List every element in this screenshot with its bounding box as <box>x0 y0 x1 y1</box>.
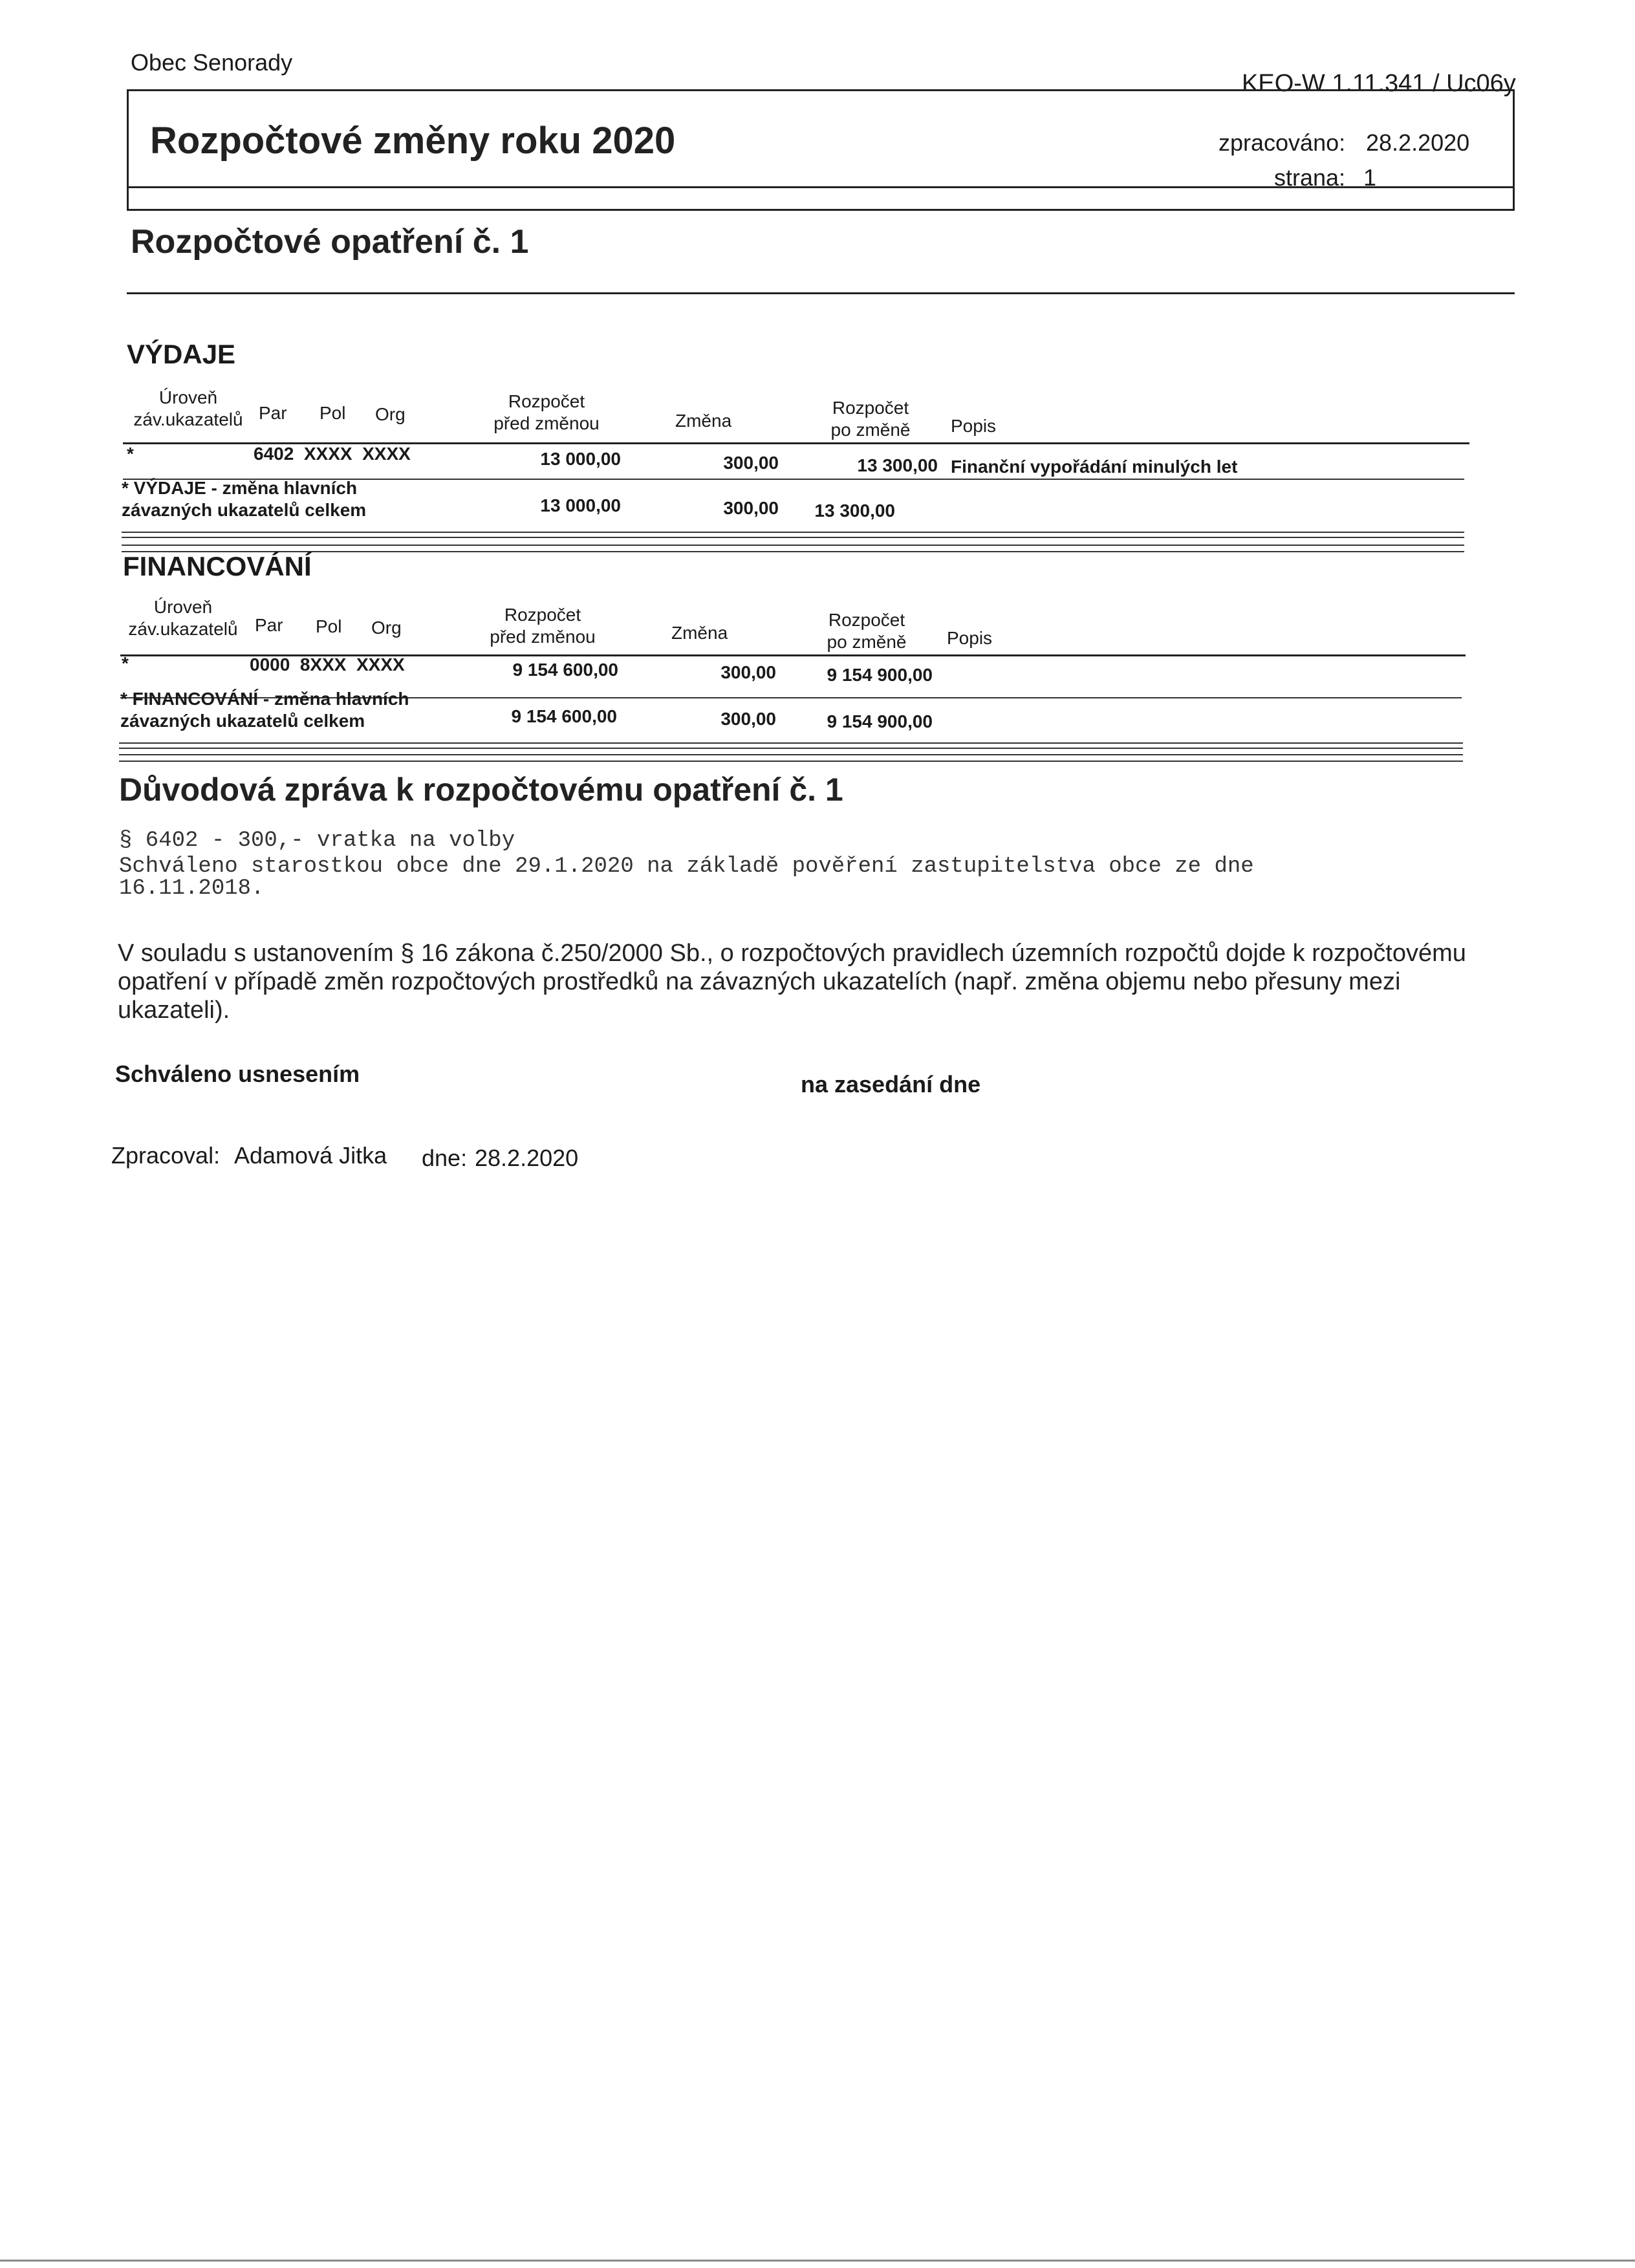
software-version: KEO-W 1.11.341 / Uc06y <box>1242 70 1516 97</box>
col-header-level-line2: záv.ukazatelů <box>133 409 243 429</box>
fin-total-before: 9 154 600,00 <box>511 706 617 726</box>
col-header-change: Změna <box>675 411 732 431</box>
prepared-label: Zpracoval: <box>111 1142 221 1169</box>
vydaje-row-after: 13 300,00 <box>857 455 938 475</box>
fin-col-header-change: Změna <box>671 623 728 643</box>
vydaje-row-desc: Finanční vypořádání minulých let <box>951 457 1238 477</box>
fin-col-header-after-line1: Rozpočet <box>828 610 905 630</box>
vydaje-total-rule-4 <box>122 551 1464 552</box>
page-label: strana: <box>1274 164 1346 191</box>
scan-bottom-edge <box>0 2260 1635 2262</box>
prepared-date: 28.2.2020 <box>475 1145 579 1171</box>
fin-total-label-line1: * FINANCOVÁNÍ - změna hlavních <box>120 689 409 709</box>
fin-row-after: 9 154 900,00 <box>827 665 933 685</box>
col-header-org: Org <box>375 404 406 424</box>
fin-total-after: 9 154 900,00 <box>827 711 933 731</box>
fin-col-header-pol: Pol <box>316 616 342 636</box>
col-header-after-line1: Rozpočet <box>832 398 909 418</box>
fin-col-header-level <box>122 596 244 640</box>
fin-col-header-par: Par <box>255 615 283 635</box>
vydaje-total-label-line2: závazných ukazatelů celkem <box>122 500 367 520</box>
fin-total-label <box>120 688 409 732</box>
fin-row-level: * <box>122 653 129 673</box>
vydaje-row-change: 300,00 <box>723 453 779 473</box>
report-line-3: 16.11.2018. <box>119 876 265 901</box>
report-line-1: § 6402 - 300,- vratka na volby <box>119 828 515 853</box>
processed-label: zpracováno: <box>1218 129 1346 156</box>
prepared-by: Adamová Jitka <box>234 1142 387 1169</box>
vydaje-total-rule-1 <box>122 532 1464 533</box>
title-underline <box>127 292 1515 294</box>
col-header-before-line1: Rozpočet <box>508 391 585 411</box>
section-heading-financovani: FINANCOVÁNÍ <box>123 551 312 581</box>
approved-label: Schváleno usnesením <box>115 1061 360 1087</box>
fin-col-header-after-line2: po změně <box>827 632 907 652</box>
fin-total-rule-4 <box>119 761 1463 762</box>
col-header-before <box>472 391 621 435</box>
vydaje-total-change: 300,00 <box>723 498 779 518</box>
col-header-par: Par <box>259 403 287 423</box>
legal-text-line-2: opatření v případě změn rozpočtových prostředků na závazných ukazatelích (např. změna objemu nebo přesuny mezi <box>118 968 1401 995</box>
col-header-level <box>127 387 250 431</box>
fin-col-header-level-line2: záv.ukazatelů <box>128 619 238 639</box>
fin-col-header-level-line1: Úroveň <box>153 597 213 617</box>
document-title: Rozpočtové změny roku 2020 <box>150 120 676 162</box>
fin-total-rule-1 <box>119 742 1463 744</box>
legal-text-line-3: ukazateli). <box>118 997 230 1024</box>
vydaje-row-codes: 6402 XXXX XXXX <box>254 444 411 464</box>
vydaje-total-rule-2 <box>122 537 1464 538</box>
col-header-after <box>806 397 935 441</box>
fin-total-label-line2: závazných ukazatelů celkem <box>120 711 365 731</box>
meeting-label: na zasedání dne <box>801 1071 981 1097</box>
fin-total-rule-2 <box>119 748 1463 749</box>
col-header-pol: Pol <box>319 403 346 423</box>
col-header-after-line2: po změně <box>830 420 911 440</box>
vydaje-total-label <box>122 477 366 521</box>
fin-row-change: 300,00 <box>720 662 776 682</box>
report-line-2: Schváleno starostkou obce dne 29.1.2020 na základě pověření zastupitelstva obce ze dne <box>119 854 1254 879</box>
fin-col-header-before-line2: před změnou <box>490 627 596 647</box>
fin-col-header-org: Org <box>371 618 402 638</box>
col-header-before-line2: před změnou <box>493 413 600 433</box>
fin-col-header-before <box>468 604 617 648</box>
legal-text-line-1: V souladu s ustanovením § 16 zákona č.250/2000 Sb., o rozpočtových pravidlech územních rozpočtů dojde k rozpočtovému <box>118 940 1466 967</box>
section-heading-vydaje: VÝDAJE <box>127 339 236 369</box>
page-number: 1 <box>1363 164 1377 191</box>
fin-col-header-after <box>802 609 931 653</box>
vydaje-total-after: 13 300,00 <box>814 501 895 521</box>
vydaje-total-label-line1: * VÝDAJE - změna hlavních <box>122 478 358 498</box>
report-heading: Důvodová zpráva k rozpočtovému opatření č. 1 <box>119 772 843 808</box>
processed-date: 28.2.2020 <box>1366 129 1470 156</box>
col-header-desc: Popis <box>951 416 997 436</box>
vydaje-row-before: 13 000,00 <box>540 449 621 469</box>
vydaje-total-rule-3 <box>122 545 1464 546</box>
fin-row-before: 9 154 600,00 <box>512 660 618 680</box>
fin-total-change: 300,00 <box>720 709 776 729</box>
fin-col-header-desc: Popis <box>947 628 993 648</box>
date-label: dne: <box>422 1145 468 1171</box>
fin-col-header-before-line1: Rozpočet <box>504 605 581 625</box>
measure-title: Rozpočtové opatření č. 1 <box>131 223 529 261</box>
col-header-level-line1: Úroveň <box>158 387 218 407</box>
vydaje-total-before: 13 000,00 <box>540 495 621 515</box>
fin-row-codes: 0000 8XXX XXXX <box>250 654 405 675</box>
fin-total-rule-3 <box>119 754 1463 755</box>
vydaje-row-level: * <box>127 444 134 464</box>
municipality-name: Obec Senorady <box>131 49 293 76</box>
